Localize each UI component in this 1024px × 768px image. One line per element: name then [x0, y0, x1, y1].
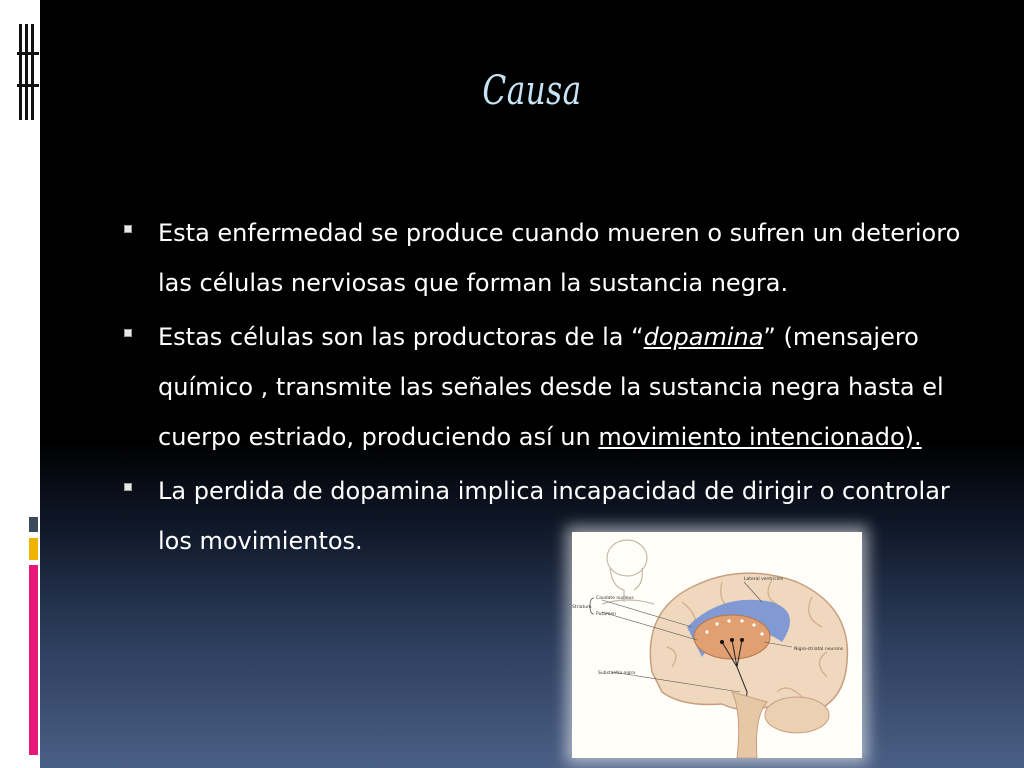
- bullet-text: [158, 208, 962, 308]
- bullet-text-part: Esta enfermedad se produce cuando mueren o sufren un deterioro las células nerviosas que forman la sustancia negra.: [158, 219, 961, 297]
- accent-bar-pink: [29, 565, 38, 755]
- label-caudate-nucleus: Caudate nucleus: [596, 596, 634, 601]
- brain-illustration: [572, 532, 862, 758]
- brain-diagram: [572, 532, 862, 758]
- bullet-text-part: Estas células son las productoras de la “: [158, 323, 644, 351]
- dopamina-term: dopamina: [643, 323, 764, 351]
- label-substantia-nigra: Substantia nigra: [598, 671, 636, 676]
- grid-lines-icon: [17, 22, 39, 122]
- label-putamen: Putamen: [596, 612, 617, 617]
- slide-title: Causa: [482, 68, 582, 114]
- accent-bar-yellow: [29, 538, 38, 560]
- left-decor-strip: [0, 0, 40, 768]
- label-nigro-striatal: Nigro-striatal neurons: [794, 647, 844, 652]
- accent-bar-dark: [29, 517, 38, 532]
- label-lateral-ventricles: Lateral ventricles: [744, 577, 784, 582]
- label-striatum: Striatum: [572, 605, 592, 610]
- bullet-text: [158, 312, 962, 462]
- bullet-item: [122, 312, 962, 462]
- bullet-square-icon: [124, 329, 132, 337]
- bullet-text-part: La perdida de dopamina implica incapacidad de dirigir o controlar los movimientos.: [158, 477, 950, 555]
- bullet-item: [122, 208, 962, 308]
- bullet-square-icon: [124, 483, 132, 491]
- movimiento-term: movimiento intencionado).: [598, 423, 922, 451]
- bullet-list: [122, 208, 962, 570]
- bullet-text-part: ” (mensajero químico , transmite las señales desde la sustancia negra hasta el cuerpo estriado, produciendo así un: [158, 323, 944, 451]
- bullet-square-icon: [124, 225, 132, 233]
